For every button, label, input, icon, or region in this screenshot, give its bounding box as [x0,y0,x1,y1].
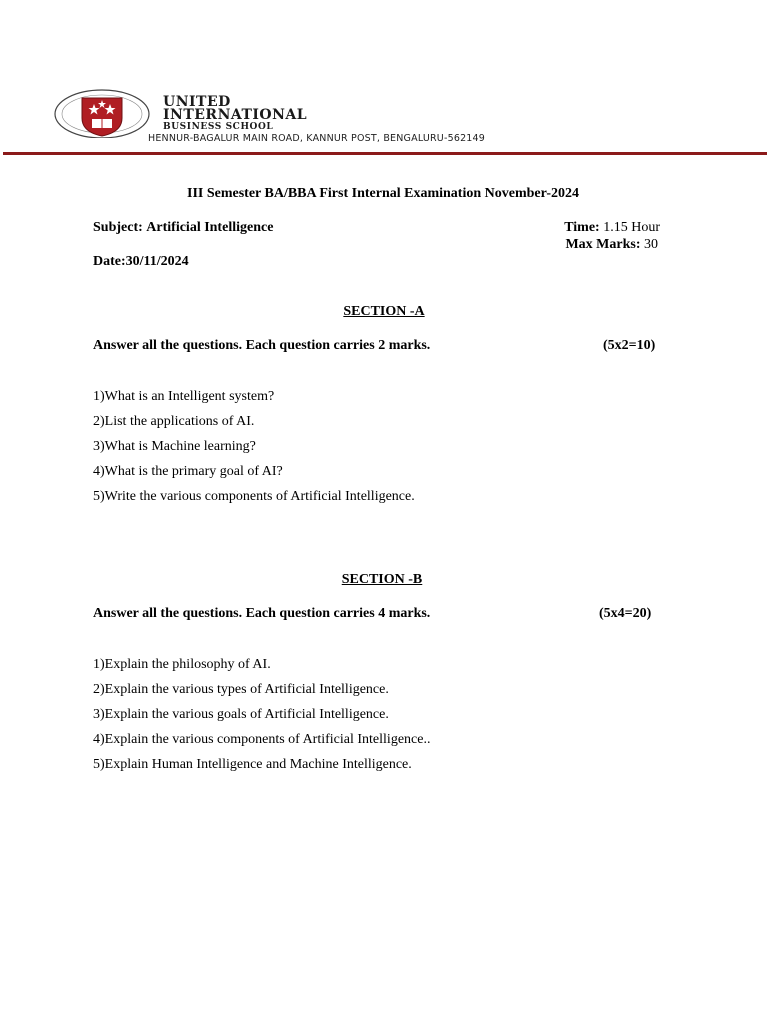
list-item: 4)Explain the various components of Artificial Intelligence.. [93,732,431,747]
exam-date: Date:30/11/2024 [93,254,189,269]
time-value: 1.15 Hour [603,220,660,235]
school-name-line2: INTERNATIONAL [163,107,308,123]
list-item: 3)Explain the various goals of Artificial Intelligence. [93,707,389,722]
school-logo [52,88,152,144]
max-marks-label: Max Marks: [565,237,641,252]
school-name-line3: BUSINESS SCHOOL [163,122,274,132]
list-item: 5)Write the various components of Artificial Intelligence. [93,489,415,504]
school-name-line1: UNITED [163,94,231,110]
list-item: 2)Explain the various types of Artificial Intelligence. [93,682,389,697]
time-line [564,220,660,236]
section-a-marks: (5x2=10) [603,338,656,353]
section-b-title: SECTION -B [341,572,423,587]
section-b-questions [93,656,430,781]
subject-label: Subject: [93,220,143,235]
list-item: 5)Explain Human Intelligence and Machine Intelligence. [93,757,412,772]
time-label: Time: [564,220,600,235]
list-item: 4)What is the primary goal of AI? [93,464,283,479]
section-a-instruction: Answer all the questions. Each question carries 2 marks. [93,338,431,353]
max-marks-value: 30 [644,237,658,252]
school-name [163,96,307,132]
section-a-questions [93,388,415,513]
school-address: HENNUR-BAGALUR MAIN ROAD, KANNUR POST, BENGALURU-562149 [148,133,486,144]
list-item: 2)List the applications of AI. [93,414,255,429]
list-item: 3)What is Machine learning? [93,439,256,454]
exam-title: III Semester BA/BBA First Internal Examination November-2024 [187,186,579,201]
header-divider [3,152,767,155]
list-item: 1)What is an Intelligent system? [93,389,275,404]
subject-value: Artificial Intelligence [146,220,274,235]
section-b-instruction: Answer all the questions. Each question carries 4 marks. [93,606,431,621]
date-line [93,254,189,270]
subject-line [93,220,273,236]
list-item: 1)Explain the philosophy of AI. [93,657,271,672]
section-a-title: SECTION -A [343,304,425,319]
section-b-marks: (5x4=20) [599,606,652,621]
max-marks-line [565,237,658,253]
